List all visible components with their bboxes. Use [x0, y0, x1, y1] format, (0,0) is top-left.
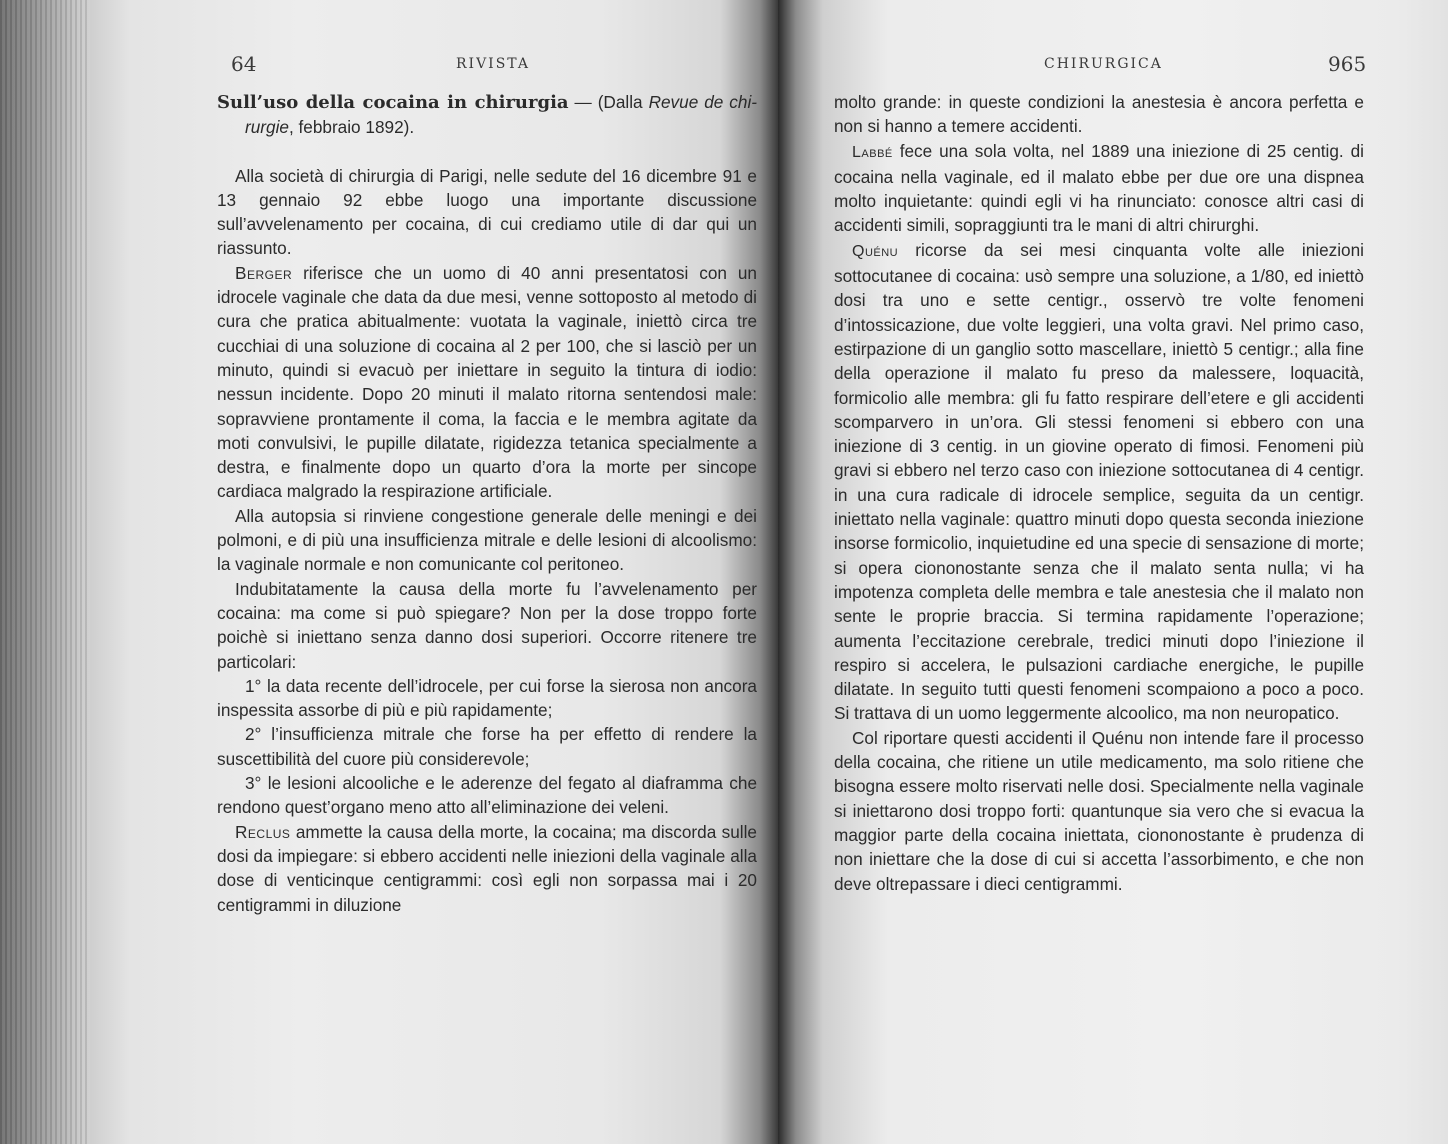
list-item-3: 3° le lesioni alcooliche e le aderenze del fegato al diaframma che rendono quest’organo meno atto all’eliminazione dei veleni. — [217, 773, 757, 818]
right-page — [778, 0, 1448, 1144]
left-page-number: 64 — [231, 52, 257, 76]
book-page-edges — [0, 0, 90, 1144]
list-item-1: 1° la data recente dell’idrocele, per cui forse la sierosa non ancora inspessita assorbe di più e più rapidamente; — [217, 675, 757, 721]
surgeon-name-labbe: Labbé — [852, 143, 893, 161]
paragraph-berger-text: riferisce che un uomo di 40 anni presentatosi con un idrocele vaginale che data da due mesi, venne sottoposto al metodo di cura che pratica abitualmente: vuotata la vaginale, iniettò circa tre cucchiai di una soluzione di cocaina al 2 per 100, che si lasciò per un minuto, quindi si evacuò per iniettare in seguito la tintura di iodio: nessun incidente. Dopo 20 minuti il malato ritorna sentendosi male: sopravviene prontamente il coma, la faccia e le membra agitate da moti convulsivi, le pupille dilatate, rigidezza tetanica specialmente a destra, e finalmente dopo un quarto d’ora la morte per sincope cardiaca malgrado la respirazione artificiale. — [217, 262, 757, 502]
surgeon-name-quenu: Quénu — [852, 242, 899, 260]
paragraph-cause: Indubitatamente la causa della morte fu l’avvelenamento per cocaina: ma come si può spiegare? Non per la dose troppo forte poichè si iniettano senza danno dosi superiori. Occorre ritenere tre particolari: — [217, 578, 757, 672]
article-heading — [217, 90, 757, 140]
surgeon-name-berger: Berger — [235, 262, 293, 283]
right-page-number: 965 — [1328, 52, 1367, 76]
paragraph-berger — [217, 261, 757, 504]
paragraph-labbe-text: fece una sola volta, nel 1889 una iniezione di 25 centig. di cocaina nella vaginale, ed il malato ebbe per due ore una dispnea molto inquietante: quindi egli vi ha rinunciato: conosce altri casi di accidenti simili, sopraggiunti tra le mani di altri chirurghi. — [834, 140, 1364, 236]
paragraph-quenu-text: ricorse da sei mesi cinquanta volte alle iniezioni sottocutanee di cocaina: usò sempre una soluzione, a 1/80, ed iniettò dosi tra uno e sette centigr., osservò tre volte fenomeni d’intossicazione, due volte leggieri, una volta gravi. Nel primo caso, estirpazione di un ganglio sotto mascellare, iniettò 5 centigr.; alla fine della operazione il malato fu preso da malessere, loquacità, formicolio alle membra: gli fu fatto respirare dell’etere e gli accidenti scomparvero in un’ora. Gli stessi fenomeni si ebbero con una iniezione di 3 centig. in un giovine operato di fimosi. Fenomeni più gravi si ebbero nel terzo caso con iniezione sottocutanea di 4 centigr. in una cura radicale di idrocele semplice, seguita da un centigr. iniettato nella vaginale: quattro minuti dopo questa seconda iniezione insorse formicolio, inquietudine ed una specie di sensazione di morte; si opera ciononostante senza che il malato senta nulla; vi ha impotenza completa delle membra e tale anestesia che il malato non sente le proprie braccia. Si termina rapidamente l’operazione; aumenta l’eccitazione cerebrale, tredici minuti dopo l’iniezione il respiro si accelera, le pulsazioni cardiache energiche, le pupille dilatate. In seguito tutti questi fenomeni scompaiono a poco a poco. Si trattava di un uomo leggermente alcoolico, ma non neuropatico. — [834, 239, 1364, 724]
paragraph-reclus — [217, 820, 757, 917]
source-suffix: , febbraio 1892). — [288, 117, 415, 138]
paragraph-quenu — [834, 238, 1364, 726]
paragraph-continuation: molto grande: in queste condizioni la anestesia è ancora perfetta e non si hanno a temere accidenti. — [834, 92, 1364, 137]
left-page-body — [217, 90, 757, 917]
right-page-body — [834, 90, 1364, 896]
right-running-head: CHIRURGICA — [1044, 56, 1163, 72]
surgeon-name-reclus: Reclus — [235, 821, 291, 842]
left-running-head: RIVISTA — [456, 56, 530, 72]
paragraph-intro: Alla società di chirurgia di Parigi, nelle sedute del 16 dicembre 91 e 13 gennaio 92 ebbe luogo una importante discussione sull’avvelenamento per cocaina, di cui crediamo utile di dar qui un riassunto. — [217, 165, 757, 259]
paragraph-autopsy: Alla autopsia si rinviene congestione generale delle meningi e dei polmoni, e di più una insufficienza mitrale e delle lesioni di alcoolismo: la vaginale normale e non comunicante col peritoneo. — [217, 505, 757, 575]
paragraph-labbe — [834, 139, 1364, 238]
list-item-2: 2° l’insufficienza mitrale che forse ha per effetto di rendere la suscettibilità del cuore più considerevole; — [217, 724, 757, 769]
article-title: Sull’uso della cocaina in chirurgia — [217, 92, 569, 113]
source-journal: Revue de chi-rurgie — [245, 92, 758, 138]
paragraph-reclus-text: ammette la causa della morte, la cocaina; ma discorda sulle dosi da impiegare: si ebbero accidenti nelle iniezioni della vaginale alla dose di venticinque centigrammi: così egli non sorpassa mai i 20 centigrammi in diluzione — [217, 821, 757, 915]
source-prefix: — (Dalla — [568, 92, 649, 112]
paragraph-conclusion: Col riportare questi accidenti il Quénu non intende fare il processo della cocaina, che ritiene un utile medicamento, ma solo ritiene che bisogna essere molto riservati nelle dosi. Specialmente nella vaginale si iniettarono dosi troppo forti: quantunque sia vero che si evacua la maggior parte della cocaina iniettata, ciononostante è prudenza di non iniettare che la dose di cui si accetta l’assorbimento, e che non deve oltrepassare i dieci centigrammi. — [834, 727, 1364, 894]
